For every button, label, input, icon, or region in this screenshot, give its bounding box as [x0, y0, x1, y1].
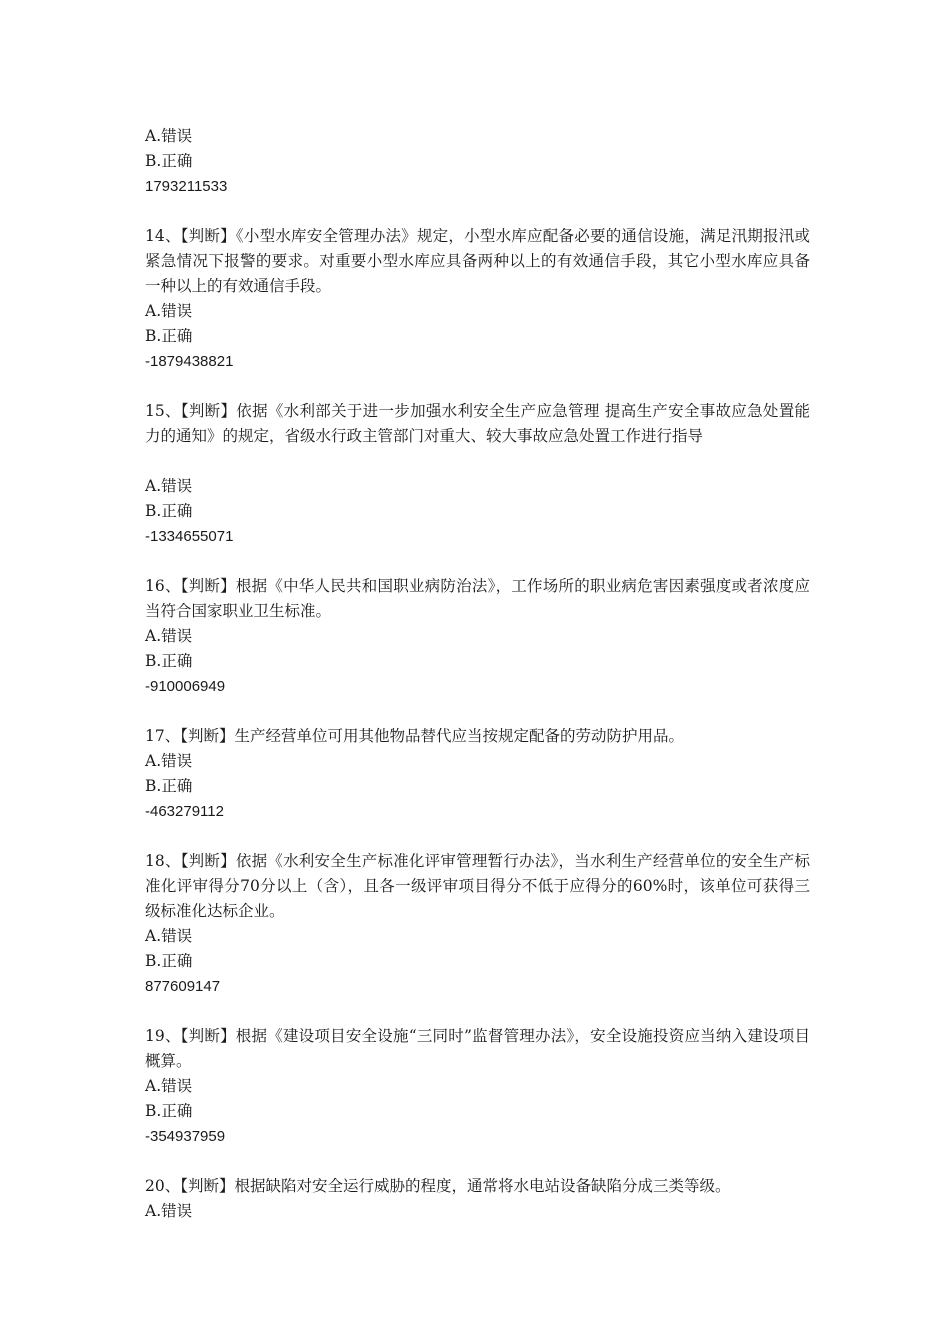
question-text: 20、【判断】根据缺陷对安全运行威胁的程度，通常将水电站设备缺陷分成三类等级。 — [145, 1177, 731, 1195]
option-a: A.错误 — [145, 477, 193, 495]
question-code: -1334655071 — [145, 528, 234, 545]
option-a: A.错误 — [145, 627, 193, 645]
question-code: -354937959 — [145, 1128, 226, 1145]
question-15 — [145, 399, 810, 549]
option-a: A.错误 — [145, 752, 193, 770]
question-code: -1879438821 — [145, 353, 234, 370]
question-17 — [145, 724, 810, 824]
question-19 — [145, 1024, 810, 1149]
option-b: B.正确 — [145, 952, 193, 970]
question-code: -463279112 — [145, 803, 224, 820]
option-b: B.正确 — [145, 1102, 193, 1120]
question-18 — [145, 849, 810, 999]
question-text: 15、【判断】依据《水利部关于进一步加强水利安全生产应急管理 提高生产安全事故应急处置能力的通知》的规定，省级水行政主管部门对重大、较大事故应急处置工作进行指导 — [145, 402, 810, 445]
document-page — [145, 124, 810, 1224]
option-b: B.正确 — [145, 502, 193, 520]
option-a: A.错误 — [145, 1077, 193, 1095]
option-b: B.正确 — [145, 777, 193, 795]
option-a: A.错误 — [145, 927, 193, 945]
question-code: -910006949 — [145, 678, 226, 695]
option-a: A.错误 — [145, 1202, 193, 1220]
question-16 — [145, 574, 810, 699]
question-code: 877609147 — [145, 978, 221, 995]
option-b: B.正确 — [145, 327, 193, 345]
option-a: A.错误 — [145, 127, 193, 145]
option-a: A.错误 — [145, 302, 193, 320]
question-text: 16、【判断】根据《中华人民共和国职业病防治法》，工作场所的职业病危害因素强度或者浓度应当符合国家职业卫生标准。 — [145, 577, 810, 620]
question-14 — [145, 224, 810, 374]
question-code: 1793211533 — [145, 178, 228, 195]
leading-block — [145, 124, 810, 199]
option-b: B.正确 — [145, 152, 193, 170]
question-text: 19、【判断】根据《建设项目安全设施“三同时”监督管理办法》，安全设施投资应当纳入建设项目概算。 — [145, 1027, 810, 1070]
question-text: 17、【判断】生产经营单位可用其他物品替代应当按规定配备的劳动防护用品。 — [145, 727, 684, 745]
question-text: 18、【判断】依据《水利安全生产标准化评审管理暂行办法》，当水利生产经营单位的安全生产标准化评审得分70分以上（含），且各一级评审项目得分不低于应得分的60%时，该单位可获得三级标准化达标企业。 — [145, 852, 810, 920]
question-text: 14、【判断】《小型水库安全管理办法》规定，小型水库应配备必要的通信设施，满足汛期报汛或紧急情况下报警的要求。对重要小型水库应具备两种以上的有效通信手段，其它小型水库应具备一种以上的有效通信手段。 — [145, 227, 810, 295]
option-b: B.正确 — [145, 652, 193, 670]
question-20 — [145, 1174, 810, 1224]
